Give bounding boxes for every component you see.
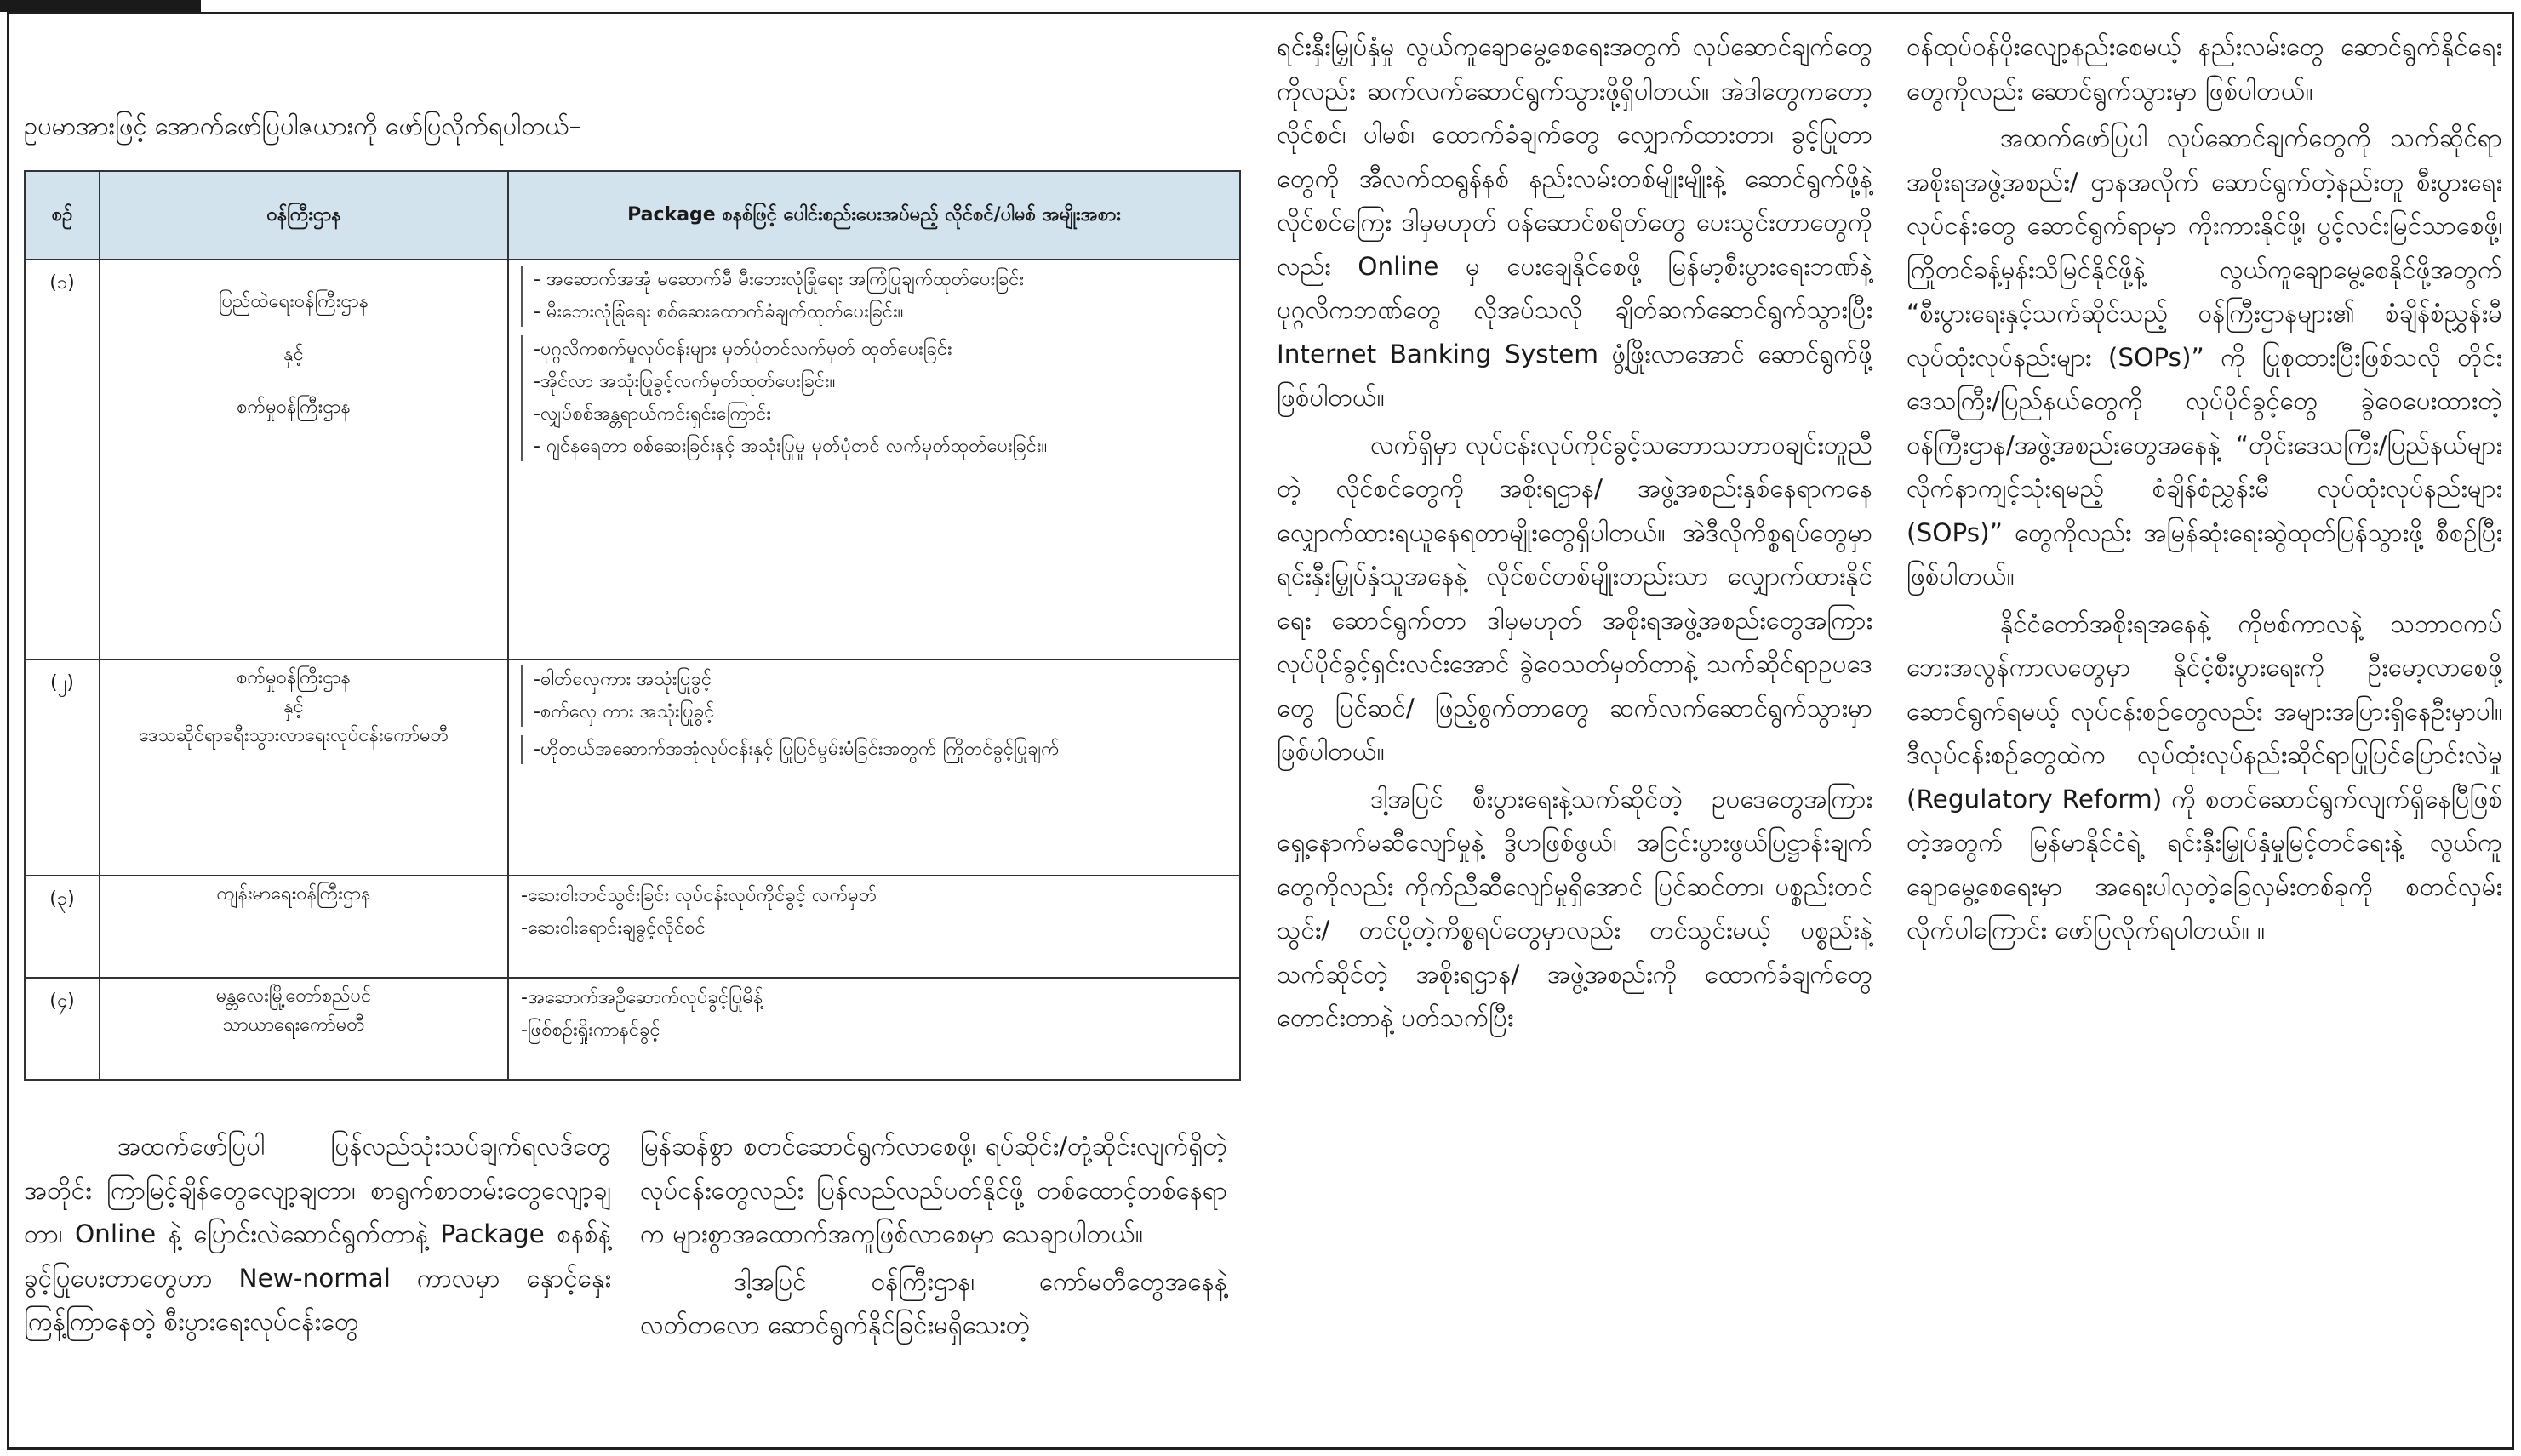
- table-row: [25, 978, 1240, 1080]
- license-group: [521, 335, 1231, 461]
- ministry-cell: [100, 978, 508, 1080]
- ministry-cell: [100, 659, 508, 876]
- column-2-bottom: [640, 1125, 1227, 1351]
- conjunction: နှင့်: [283, 695, 304, 717]
- license-item: -ဟိုတယ်အဆောက်အအုံလုပ်ငန်းနှင့် ပြုပြင်မွမ်းမံခြင်းအတွက် ကြိုတင်ခွင့်ပြုချက်: [534, 738, 1060, 760]
- license-package-table: [24, 170, 1241, 1081]
- license-item: - အဆောက်အအုံ မဆောက်မီ မီးဘေးလုံခြုံရေး အကြံပြုချက်ထုတ်ပေးခြင်း: [534, 269, 1025, 290]
- license-group: [521, 665, 1231, 727]
- license-items-cell: [508, 659, 1240, 876]
- ministry-name: ကျန်းမာရေးဝန်ကြီးဌာန: [216, 882, 371, 905]
- paragraph: အထက်ဖော်ပြပါ ပြန်လည်သုံးသပ်ချက်ရလဒ်တွေအတိုင်း ကြာမြင့်ချိန်တွေလျော့ချတာ၊ စာရွက်စာတမ်းတွေလျော့ချတာ၊ Online နဲ့ ပြောင်းလဲဆောင်ရွက်တာနဲ့ Package စနစ်နဲ့ ခွင့်ပြုပေးတာတွေဟာ New-normal ကာလမှာ နှောင့်နှေးကြန့်ကြာနေတဲ့ စီးပွားရေးလုပ်ငန်းတွေ: [24, 1132, 611, 1336]
- paragraph: လက်ရှိမှာ လုပ်ငန်းလုပ်ကိုင်ခွင့်သဘောသဘာဝချင်းတူညီတဲ့ လိုင်စင်တွေကို အစိုးရဌာန/ အဖွဲ့အစည်းနှစ်နေရာကနေ လျှောက်ထားရယူနေရတာမျိုးတွေရှိပါတယ်။ အဲဒီလိုကိစ္စရပ်တွေမှာ ရင်းနှီးမြှုပ်နှံသူအနေနဲ့ လိုင်စင်တစ်မျိုးတည်းသာ လျှောက်ထားနိုင်ရေး ဆောင်ရွက်တာ ဒါမှမဟုတ် အစိုးရအဖွဲ့အစည်းတွေအကြား လုပ်ပိုင်ခွင့်ရှင်းလင်းအောင် ခွဲဝေသတ်မှတ်တာနဲ့ သက်ဆိုင်ရာဥပဒေတွေ ပြင်ဆင်/ ဖြည့်စွက်တာတွေ ဆက်လက်ဆောင်ရွက်သွားမှာ ဖြစ်ပါတယ်။: [1277, 430, 1872, 766]
- top-black-bar: [0, 0, 201, 12]
- ministry-name: မန္တလေးမြို့တော်စည်ပင်: [215, 985, 372, 1007]
- table-row: [25, 260, 1240, 659]
- paragraph: ဝန်ထုပ်ဝန်ပိုးလျော့နည်းစေမယ့် နည်းလမ်းတွေ ဆောင်ရွက်နိုင်ရေးတွေကိုလည်း ဆောင်ရွက်သွားမှာ ဖြစ်ပါတယ်။: [1906, 32, 2502, 106]
- license-item: -စက်လှေ ကား အသုံးပြုခွင့်: [534, 700, 715, 722]
- license-item: -ဆေးဝါးတင်သွင်းခြင်း လုပ်ငန်းလုပ်ကိုင်ခွင့် လက်မှတ်: [521, 884, 877, 906]
- column-4: [1906, 26, 2502, 956]
- table-row: [25, 876, 1240, 978]
- table-row: [25, 659, 1240, 876]
- row-number: (၃): [25, 876, 100, 978]
- license-group: [521, 266, 1231, 327]
- paragraph: ဒါ့အပြင် စီးပွားရေးနဲ့သက်ဆိုင်တဲ့ ဥပဒေတွေအကြား ရှေ့နောက်မဆီလျော်မှုနဲ့ ဒွိဟဖြစ်ဖွယ်၊ အငြင်းပွားဖွယ်ပြဋ္ဌာန်းချက်တွေကိုလည်း ကိုက်ညီဆီလျော်မှုရှိအောင် ပြင်ဆင်တာ၊ ပစ္စည်းတင်သွင်း/ တင်ပို့တဲ့ကိစ္စရပ်တွေမှာလည်း တင်သွင်းမယ့် ပစ္စည်းနဲ့ သက်ဆိုင်တဲ့ အစိုးရဌာန/ အဖွဲ့အစည်းကို ထောက်ခံချက်တွေတောင်းတာနဲ့ ပတ်သက်ပြီး: [1277, 784, 1872, 1032]
- table-intro-text: ဥပမာအားဖြင့် အောက်ဖော်ပြပါဇယားကို ဖော်ပြလိုက်ရပါတယ်–: [24, 111, 582, 140]
- paragraph: ဒါ့အပြင် ဝန်ကြီးဌာန၊ ကော်မတီတွေအနေနဲ့ လတ်တလော ဆောင်ရွက်နိုင်ခြင်းမရှိသေးတဲ့: [640, 1266, 1227, 1339]
- ministry-cell: [100, 260, 508, 659]
- license-item: -ဖြစ်စဉ်းရှိုးကာနင်ခွင့်: [521, 1019, 660, 1041]
- license-items-cell: [508, 260, 1240, 659]
- paragraph: အထက်ဖော်ပြပါ လုပ်ဆောင်ချက်တွေကို သက်ဆိုင်ရာအစိုးရအဖွဲ့အစည်း/ ဌာနအလိုက် ဆောင်ရွက်တဲ့နည်းတူ စီးပွားရေးလုပ်ငန်းတွေ ဆောင်ရွက်ရာမှာ ကိုးကားနိုင်ဖို့၊ ပွင့်လင်းမြင်သာစေဖို့၊ ကြိုတင်ခန့်မှန်းသိမြင်နိုင်ဖို့နဲ့ လွယ်ကူချောမွေ့စေနိုင်ဖို့အတွက် “စီးပွားရေးနှင့်သက်ဆိုင်သည့် ဝန်ကြီးဌာနများ၏ စံချိန်စံညွှန်းမီလုပ်ထုံးလုပ်နည်းများ (SOPs)” ကို ပြုစုထားပြီးဖြစ်သလို တိုင်းဒေသကြီး/ပြည်နယ်တွေကို လုပ်ပိုင်ခွင့်တွေ ခွဲဝေပေးထားတဲ့ ဝန်ကြီးဌာန/အဖွဲ့အစည်းတွေအနေနဲ့ “တိုင်းဒေသကြီး/ပြည်နယ်များ လိုက်နာကျင့်သုံးရမည့် စံချိန်စံညွှန်းမီ လုပ်ထုံးလုပ်နည်းများ (SOPs)” တွေကိုလည်း အမြန်ဆုံးရေးဆွဲထုတ်ပြန်သွားဖို့ စီစဉ်ပြီးဖြစ်ပါတယ်။: [1906, 123, 2502, 591]
- license-group: [521, 735, 1231, 764]
- conjunction: နှင့်: [283, 344, 304, 365]
- license-item: - ဂျင်နရေတာ စစ်ဆေးခြင်းနှင့် အသုံးပြုမှု မှတ်ပုံတင် လက်မှတ်ထုတ်ပေးခြင်း။: [534, 436, 1048, 457]
- ministry-name: စက်မှုဝန်ကြီးဌာန: [237, 666, 351, 688]
- license-item: -ဆေးဝါးရောင်းချခွင့်လိုင်စင်: [521, 916, 706, 939]
- license-item: - မီးဘေးလုံခြုံရေး စစ်ဆေးထောက်ခံချက်ထုတ်ပေးခြင်း။: [534, 301, 904, 323]
- row-number: (၁): [25, 260, 100, 659]
- column-3: [1277, 26, 1872, 1044]
- paragraph: ရင်းနှီးမြှုပ်နှံမှု လွယ်ကူချောမွေ့စေရေးအတွက် လုပ်ဆောင်ချက်တွေကိုလည်း ဆက်လက်ဆောင်ရွက်သွားဖို့ရှိပါတယ်။ အဲဒါတွေကတော့ လိုင်စင်၊ ပါမစ်၊ ထောက်ခံချက်တွေ လျှောက်ထားတာ၊ ခွင့်ပြုတာတွေကို အီလက်ထရွန်နစ် နည်းလမ်းတစ်မျိုးမျိုးနဲ့ ဆောင်ရွက်ဖို့နဲ့ လိုင်စင်ကြေး ဒါမှမဟုတ် ဝန်ဆောင်စရိတ်တွေ ပေးသွင်းတာတွေကိုလည်း Online မှ ပေးချေနိုင်စေဖို့ မြန်မာ့စီးပွားရေးဘဏ်နဲ့ ပုဂ္ဂလိကဘဏ်တွေ လိုအပ်သလို ချိတ်ဆက်ဆောင်ရွက်သွားပြီး Internet Banking System ဖွံ့ဖြိုးလာအောင် ဆောင်ရွက်ဖို့ ဖြစ်ပါတယ်။: [1277, 32, 1872, 412]
- license-item: -လျှပ်စစ်အန္တရာယ်ကင်းရှင်းကြောင်း: [534, 403, 771, 425]
- ministry-name: ဒေသဆိုင်ရာခရီးသွားလာရေးလုပ်ငန်းကော်မတီ: [138, 724, 449, 746]
- header-ministry: ဝန်ကြီးဌာန: [100, 171, 508, 260]
- row-number: (၄): [25, 978, 100, 1080]
- header-license-type: Package စနစ်ဖြင့် ပေါင်းစည်းပေးအပ်မည့် လိုင်စင်/ပါမစ် အမျိုးအစား: [508, 171, 1240, 260]
- paragraph: နိုင်ငံတော်အစိုးရအနေနဲ့ ကိုဗစ်ကာလနဲ့ သဘာဝကပ်ဘေးအလွန်ကာလတွေမှာ နိုင်ငံ့စီးပွားရေးကို ဦးမော့လာစေဖို့ ဆောင်ရွက်ရမယ့် လုပ်ငန်းစဉ်တွေလည်း အများအပြားရှိနေဦးမှာပါ။ ဒီလုပ်ငန်းစဉ်တွေထဲက လုပ်ထုံးလုပ်နည်းဆိုင်ရာပြုပြင်ပြောင်းလဲမှု (Regulatory Reform) ကို စတင်ဆောင်ရွက်လျက်ရှိနေပြီဖြစ်တဲ့အတွက် မြန်မာနိုင်ငံရဲ့ ရင်းနှီးမြှုပ်နှံမှုမြင့်တင်ရေးနဲ့ လွယ်ကူချောမွေ့စေရေးမှာ အရေးပါလှတဲ့ခြေလှမ်းတစ်ခုကို စတင်လှမ်းလိုက်ပါကြောင်း ဖော်ပြလိုက်ရပါတယ်။ ။: [1906, 608, 2502, 945]
- column-1-bottom: [24, 1125, 611, 1348]
- license-item: -အိုင်လာ အသုံးပြုခွင့်လက်မှတ်ထုတ်ပေးခြင်း။: [534, 371, 836, 392]
- header-number: စဉ်: [25, 171, 100, 260]
- license-items-cell: [508, 978, 1240, 1080]
- license-item: -ပုဂ္ဂလိကစက်မှုလုပ်ငန်းများ မှတ်ပုံတင်လက်မှတ် ထုတ်ပေးခြင်း: [534, 339, 952, 360]
- license-item: -ဓါတ်လှေကား အသုံးပြုခွင့်: [534, 668, 712, 690]
- license-items-cell: [508, 876, 1240, 978]
- ministry-cell: [100, 876, 508, 978]
- ministry-name: ပြည်ထဲရေးဝန်ကြီးဌာန: [218, 291, 369, 312]
- ministry-name: သာယာရေးကော်မတီ: [222, 1013, 365, 1036]
- ministry-name: စက်မှုဝန်ကြီးဌာန: [237, 397, 351, 418]
- license-item: -အဆောက်အဦဆောက်လုပ်ခွင့်ပြုမိန့်: [521, 986, 763, 1008]
- paragraph: မြန်ဆန်စွာ စတင်ဆောင်ရွက်လာစေဖို့၊ ရပ်ဆိုင်း/တုံ့ဆိုင်းလျက်ရှိတဲ့ လုပ်ငန်းတွေလည်း ပြန်လည်လည်ပတ်နိုင်ဖို့ တစ်ထောင့်တစ်နေရာက များစွာအထောက်အကူဖြစ်လာစေမှာ သေချာပါတယ်။: [640, 1132, 1227, 1248]
- row-number: (၂): [25, 659, 100, 876]
